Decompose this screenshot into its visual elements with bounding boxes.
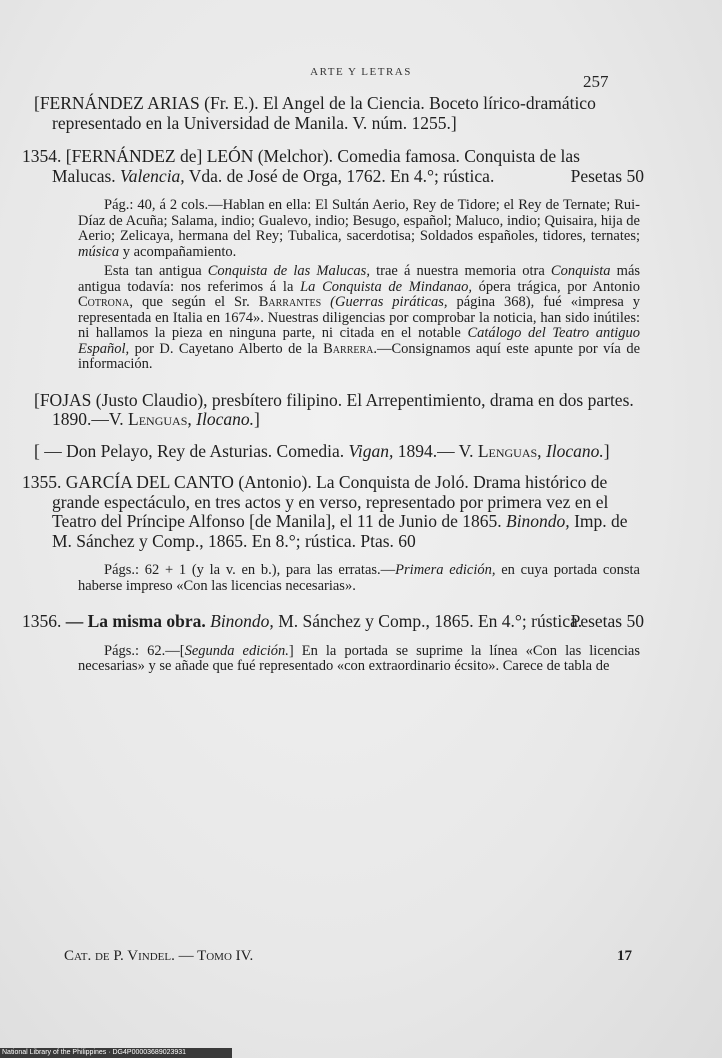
entry-1354 xyxy=(22,146,644,186)
entry-text: Imp. de M. Sánchez y Comp., 1865. En 8.°; rústica. Ptas. 60 xyxy=(52,511,628,551)
entry-text: ] xyxy=(603,440,610,461)
note-author: Barrantes xyxy=(258,294,322,310)
note-italic: Conquista xyxy=(550,263,611,279)
entry-place: Valencia, xyxy=(120,165,185,186)
entry-fernandez-arias xyxy=(34,94,644,133)
entry-title: — La misma obra. xyxy=(65,611,206,631)
entry-text: ] xyxy=(253,409,260,429)
note-italic: Primera edición, xyxy=(395,562,496,578)
entry-text: [FOJAS (Justo Claudio), presbítero filipino. El Arrepentimiento, drama en dos partes. 1890.—V. xyxy=(34,389,634,429)
entry-ref: Lenguas, xyxy=(128,409,192,429)
entry-fojas-arrepentimiento xyxy=(34,391,644,430)
library-stamp: National Library of the Philippines · DG4P00003689023931 xyxy=(0,1048,232,1058)
entry-price: Pesetas 50 xyxy=(570,611,644,631)
note-italic: música xyxy=(78,243,120,260)
note-text: Esta tan antigua xyxy=(104,263,202,279)
note-pages xyxy=(34,644,644,675)
entry-1355 xyxy=(22,472,644,551)
entry-fojas-don-pelayo xyxy=(34,442,644,462)
note-text: trae á nuestra memoria otra xyxy=(376,263,545,279)
note-text: Págs.: 62.—[ xyxy=(104,642,185,659)
note-italic: La Conquista de Mindanao, xyxy=(300,278,472,295)
note-text: ] En la portada se suprime la línea «Con las licencias necesarias» y se añade que fué representado «con extraordinario écsito». Carece de tabla de xyxy=(78,642,640,674)
entry-author: [FERNÁNDEZ de] LEÓN (Melchor). xyxy=(65,146,334,166)
running-title: ARTE Y LETRAS xyxy=(310,66,412,78)
entry-ref-italic: Ilocano. xyxy=(196,409,254,429)
entry-1356-notes xyxy=(34,644,644,675)
note-characters xyxy=(34,198,644,260)
note-text: ópera trágica, por Antonio xyxy=(478,278,641,295)
note-text: que según el Sr. xyxy=(141,294,250,310)
entry-text: 1894.— V. xyxy=(397,440,474,461)
note-text: más antigua todavía: nos referimos á la xyxy=(78,263,641,295)
note-author: Cotrona, xyxy=(78,294,133,310)
entry-number: 1354. xyxy=(22,146,62,166)
entry-ref-italic: Ilocano. xyxy=(545,440,604,461)
entry-place: Binondo, xyxy=(210,611,274,631)
entry-title: Comedia famosa. Conquista de las Malucas. xyxy=(52,146,580,186)
note-text: página 368), fué «impresa y representada en Italia en 1674». Nuestras diligencias por comprobar la noticia, han sido inútiles: ni hallamos la pieza en ninguna parte, ni citada en el notable xyxy=(78,294,641,341)
catalog-line: Cat. de P. Vindel. — Tomo IV. xyxy=(64,948,254,964)
entry-1355-notes xyxy=(34,563,644,594)
signature-mark: 17 xyxy=(617,948,632,964)
entry-place: Vigan, xyxy=(348,440,394,461)
note-text: Pág.: 40, á 2 cols.—Hablan en ella: El Sultán Aerio, Rey de Tidore; el Rey de Ternate; Rui-Díaz de Acuña; Salama, indio; Gualevo, indio; Besugo, español; Maluco, indio; Quisaira, hija de Aerio; Zelicaya, hermana del Rey; Tubalica, sacerdotisa; Soldados españoles, tidores, ternates; xyxy=(78,197,640,244)
note-italic: Catálogo del Teatro antiguo Español, xyxy=(78,325,641,357)
page-number: 257 xyxy=(583,72,609,91)
note-text: y acompañamiento. xyxy=(122,243,237,260)
entry-number: 1355. xyxy=(22,472,62,492)
note-text: —Consignamos aquí este apunte por vía de información. xyxy=(78,340,641,372)
entry-place: Binondo, xyxy=(506,511,570,531)
note-text: Págs.: 62 + 1 (y la v. en b.), para las erratas.— xyxy=(104,562,396,578)
note-italic: Conquista de las Malucas, xyxy=(207,263,370,279)
entry-price: Pesetas 50 xyxy=(570,165,644,186)
note-pages xyxy=(34,563,644,594)
note-italic: (Guerras piráticas, xyxy=(330,294,448,310)
entry-number: 1356. xyxy=(22,611,62,631)
page-body xyxy=(22,93,644,693)
entry-ref: Lenguas, xyxy=(477,440,542,461)
note-text: por D. Cayetano Alberto de la xyxy=(134,340,318,357)
note-italic: Segunda edición. xyxy=(184,642,289,659)
note-author: Barrera. xyxy=(323,340,377,357)
note-commentary xyxy=(34,264,644,373)
entry-1354-notes xyxy=(34,198,644,373)
page-footer xyxy=(64,948,632,965)
entry-imprint: Vda. de José de Orga, 1762. En 4.°; rústica. xyxy=(188,165,495,186)
note-text: en cuya portada consta haberse impreso «Con las licencias necesarias». xyxy=(78,562,640,594)
entry-1356 xyxy=(22,611,644,632)
entry-text: [FERNÁNDEZ ARIAS (Fr. E.). El Angel de la Ciencia. Boceto lírico-dramático representado en la Universidad de Manila. V. núm. 1255.] xyxy=(34,93,596,133)
entry-text: M. Sánchez y Comp., 1865. En 4.°; rústica. xyxy=(278,611,583,631)
entry-text: [ — Don Pelayo, Rey de Asturias. Comedia. xyxy=(34,440,345,461)
entry-text: GARCÍA DEL CANTO (Antonio). La Conquista de Joló. Drama histórico de grande espectáculo, en tres actos y en verso, representado por primera vez en el Teatro del Príncipe Alfonso [de Manila], el 11 de Junio de 1865. xyxy=(52,472,609,531)
